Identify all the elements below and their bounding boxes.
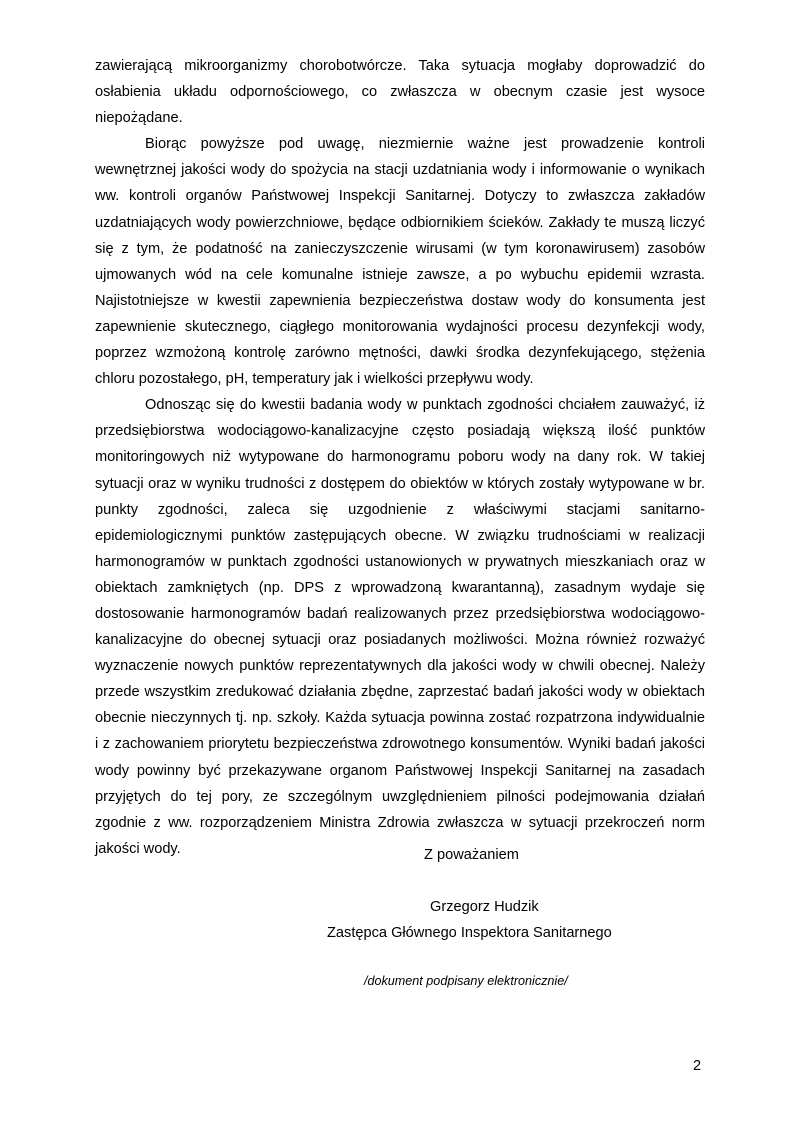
- paragraph-1: zawierającą mikroorganizmy chorobotwórcze. Taka sytuacja mogłaby doprowadzić do osłabienia układu odpornościowego, co zwłaszcza w obecnym czasie jest wysoce niepożądane.: [95, 58, 705, 127]
- letter-body: [95, 53, 705, 862]
- signer-title: Zastępca Głównego Inspektora Sanitarnego: [327, 925, 612, 941]
- page-number: 2: [693, 1058, 702, 1074]
- electronic-signature-note: /dokument podpisany elektronicznie/: [364, 974, 568, 988]
- paragraph-3: Odnosząc się do kwestii badania wody w punktach zgodności chciałem zauważyć, iż przedsiębiorstwa wodociągowo-kanalizacyjne często posiadają większą ilość punktów monitoringowych niż wytypowane do harmonogramu poboru wody na dany rok. W takiej sytuacji oraz w wyniku trudności z dostępem do obiektów w których zostały wytypowane w br. punkty zgodności, zaleca się uzgodnienie z właściwymi stacjami sanitarno-epidemiologicznymi punktów zastępujących obecne. W związku trudnościami w realizacji harmonogramów w punktach zgodności ustanowionych w prywatnych mieszkaniach oraz w obiektach zamkniętych (np. DPS z wprowadzoną kwarantanną), zasadnym wydaje się dostosowanie harmonogramów badań realizowanych przez przedsiębiorstwa wodociągowo-kanalizacyjne do obecnej sytuacji oraz posiadanych możliwości. Można również rozważyć wyznaczenie nowych punktów reprezentatywnych dla jakości wody w chwili obecnej. Należy przede wszystkim zredukować działania zbędne, zaprzestać badań jakości wody w obiektach obecnie nieczynnych tj. np. szkoły. Każda sytuacja powinna zostać rozpatrzona indywidualnie i z zachowaniem priorytetu bezpieczeństwa zdrowotnego konsumentów. Wyniki badań jakości wody powinny być przekazywane organom Państwowej Inspekcji Sanitarnej na zasadach przyjętych do tej pory, ze szczególnym uwzględnieniem pilności podejmowania działań zgodnie z ww. rozporządzeniem Ministra Zdrowia zwłaszcza w sytuacji przekroczeń norm jakości wody.: [95, 397, 705, 857]
- signer-name: Grzegorz Hudzik: [430, 899, 539, 915]
- closing-greeting: Z poważaniem: [424, 847, 519, 863]
- paragraph-2: Biorąc powyższe pod uwagę, niezmiernie ważne jest prowadzenie kontroli wewnętrznej jakości wody do spożycia na stacji uzdatniania wody i informowanie o wynikach ww. kontroli organów Państwowej Inspekcji Sanitarnej. Dotyczy to zwłaszcza zakładów uzdatniających wody powierzchniowe, będące odbiornikiem ścieków. Zakłady te muszą liczyć się z tym, że podatność na zanieczyszczenie wirusami (w tym koronawirusem) zasobów ujmowanych wód na cele komunalne istnieje zawsze, a po wybuchu epidemii wzrasta. Najistotniejsze w kwestii zapewnienia bezpieczeństwa dostaw wody do konsumenta jest zapewnienie skutecznego, ciągłego monitorowania wydajności procesu dezynfekcji wody, poprzez wzmożoną kontrolę zarówno mętności, dawki środka dezynfekującego, stężenia chloru pozostałego, pH, temperatury jak i wielkości przepływu wody.: [95, 136, 705, 388]
